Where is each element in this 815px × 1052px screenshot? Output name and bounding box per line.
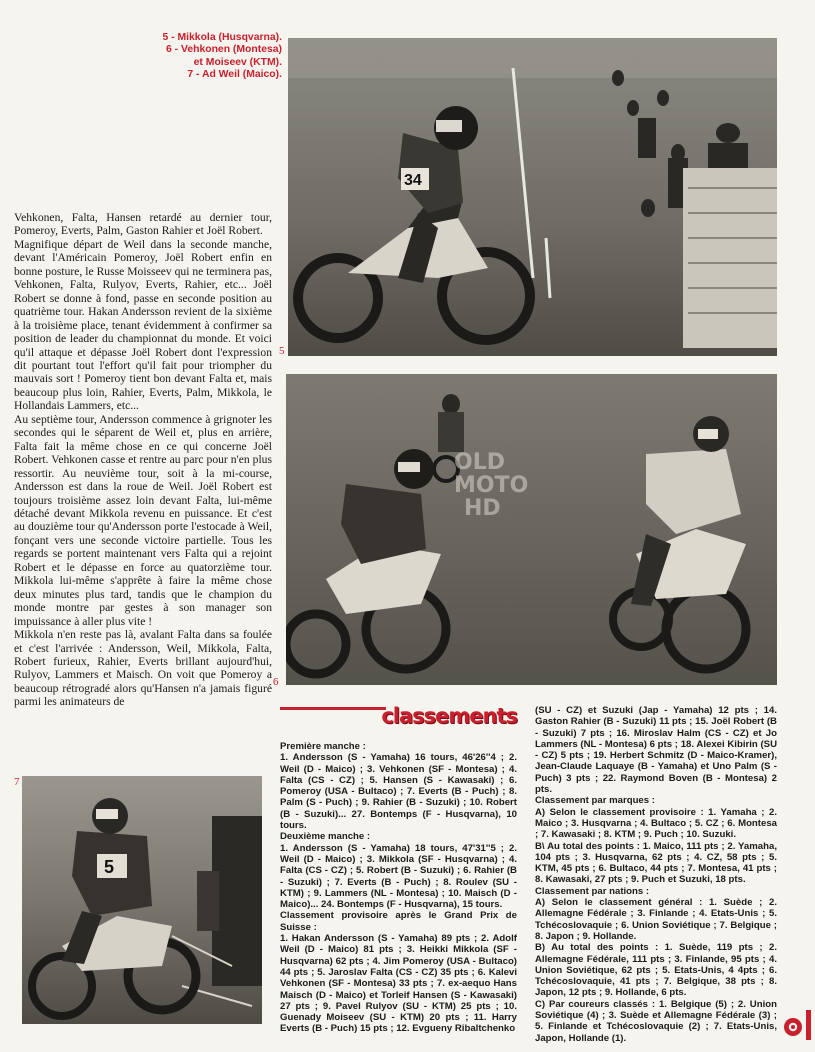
rider-number: 5 xyxy=(104,857,115,877)
results-text: (SU - CZ) et Suzuki (Jap - Yamaha) 12 pts ; 14. Gaston Rahier (B - Suzuki) 11 pts ; 15. Joël Robert (B - Suzuki) 7 pts ; 16. Miroslav Halm (CS - CZ) et Jo Lammers (NL - Montesa) 6 pts ; 18. Alexei Kibirin (SU - CZ) 5 pts ; 19. Herbert Schmitz (D - Maico-Kramer), Jean-Claude Laquaye (B - Yamaha) et Uno Palm (S - Puch) 3 pts ; 22. Raymond Boven (B - Montesa) 2 pts. xyxy=(535,705,777,796)
results-text: 1. Hakan Andersson (S - Yamaha) 89 pts ; 2. Adolf Weil (D - Maico) 81 pts ; 3. Heikki Mikkola (SF - Husqvarna) 62 pts ; 4. Jim Pomeroy (USA - Bultaco) 44 pts ; 5. Jaroslav Falta (CS - CZ) 35 pts ; 6. Kalevi Vehkonen (SF - Montesa) 33 pts ; 7. ex-aequo Hans Maisch (D - Maico) et Torleif Hansen (S - Kawasaki) 27 pts ; 9. Pavel Rulyov (SU - KTM) 25 pts ; 10. Guenady Moiseev (SU - KTM) 20 pts ; 11. Harry Everts (B - Puch) 15 pts ; 12. Evgueny Ribaltchenko xyxy=(280,933,517,1035)
photo-5-mikkola xyxy=(288,38,777,356)
section-heading: Classement par nations : xyxy=(535,885,650,897)
article-paragraph: Vehkonen, Falta, Hansen retardé au dernier tour, Pomeroy, Everts, Palm, Gaston Rahier et Joël Robert. xyxy=(14,211,272,238)
caption-line: et Moiseev (KTM). xyxy=(193,56,282,68)
results-text: B) Au total des points : 1. Suède, 119 pts ; 2. Allemagne Fédérale, 111 pts ; 3. Finlande, 95 pts ; 4. Union Soviétique, 62 pts ; 5. Etats-Unis, 4 4pts ; 6. Tchécoslovaquie, 41 pts ; 7. Belgique, 38 pts ; 8. Japon, 12 pts ; 9. Hollande, 6 pts. xyxy=(535,942,777,999)
classements-column-left xyxy=(280,741,517,1035)
results-text: A) Selon le classement général : 1. Suède ; 2. Allemagne Fédérale ; 3. Finlande ; 4. Etats-Unis ; 5. Tchécoslovaquie ; 6. Union Soviétique ; 7. Belgique ; 8. Japon ; 9. Hollande. xyxy=(535,897,777,942)
article-paragraph: Magnifique départ de Weil dans la seconde manche, devant l'Américain Pomeroy, Joël Robert enfin en bonne posture, le Russe Moisseev qui ne terminera pas, Vehkonen, Falta, Rulyov, Everts, Rahier, etc... Joël Robert se donne à fond, passe en seconde position au quatrième tour. Hakan Andersson revient de la sixième à la troisième place, tenant évidemment à confirmer sa position de leader du championnat du monde. Et voici qu'il attaque et dépasse Joël Robert dont l'expression dit pourtant tout l'effort qu'il fait pour triompher du mauvais sort ! Pomeroy tient bon devant Falta et, mais beaucoup plus loin, Rahier, Everts, Palm, Mikkola, le Hollandais Lammers, etc... xyxy=(14,237,272,413)
section-heading: Deuxième manche : xyxy=(280,831,371,843)
results-text: C) Par coureurs classés : 1. Belgique (5) ; 2. Union Soviétique (4) ; 3. Suède et Allemagne Fédérale (3) ; 5. Finlande et Tchécoslovaquie (2) ; 7. Etats-Unis, Japon, Hollande (1). xyxy=(535,998,777,1044)
caption-line: 6 - Vehkonen (Montesa) xyxy=(165,44,282,56)
page-edge-marker xyxy=(806,1010,811,1040)
photo-captions xyxy=(120,32,282,82)
results-text: A) Selon le classement provisoire : 1. Yamaha ; 2. Maico ; 3. Husqvarna ; 4. Bultaco ; 5. CZ ; 6. Montesa ; 7. Kawasaki ; 8. KTM ; 9. Puch ; 10. Suzuki. xyxy=(535,806,777,841)
section-heading: Première manche : xyxy=(280,741,366,752)
photo-number: 7 xyxy=(14,776,20,788)
results-text: 1. Andersson (S - Yamaha) 16 tours, 46'26''4 ; 2. Weil (D - Maico) ; 3. Vehkonen (SF - Montesa) ; 4. Falta (CS - CZ) ; 5. Hansen (S - Kawasaki) ; 6. Pomeroy (USA - Bultaco) ; 7. Everts (B - Puch) ; 8. Palm (S - Puch) ; 9. Rahier (B - Suzuki) ; 10. Robert (B - Suzuki)... 27. Bontemps (F - Husqvarna), 10 tours. xyxy=(280,752,517,832)
section-heading: Classement provisoire après le Grand Prix de Suisse : xyxy=(280,910,517,933)
photo-6-vehkonen-moiseev xyxy=(286,374,777,685)
section-heading: Classement par marques : xyxy=(535,795,655,807)
article-body xyxy=(14,211,272,709)
classements-column-right xyxy=(535,705,777,1044)
watermark-text: HD xyxy=(464,496,501,521)
watermark-text: MOTO xyxy=(454,473,529,498)
caption-line: 7 - Ad Weil (Maico). xyxy=(187,69,282,81)
results-text: B\ Au total des points : 1. Maico, 111 pts ; 2. Yamaha, 104 pts ; 3. Husqvarna, 62 pts ; 4. CZ, 58 pts ; 5. KTM, 45 pts ; 6. Bultaco, 44 pts ; 7. Montesa, 41 pts ; 8. Kawasaki, 27 pts ; 9. Puch et Suzuki, 18 pts. xyxy=(535,840,777,886)
photo-number: 6 xyxy=(273,676,279,688)
banner-rule xyxy=(280,707,386,710)
results-text: 1. Andersson (S - Yamaha) 18 tours, 47'31''5 ; 2. Weil (D - Maico) ; 3. Mikkola (SF - Husqvarna) ; 4. Falta (CS - CZ) ; 5. Robert (B - Suzuki) ; 6. Rahier (B - Suzuki) ; 7. Everts (B - Puch) ; 8. Roulev (SU - KTM) ; 9. Lammers (NL - Montesa) ; 10. Maisch (D - Maico)... 24. Bontemps (F - Husqvarna), 15 tours. xyxy=(280,842,517,911)
photo-number: 5 xyxy=(279,345,285,357)
classements-banner xyxy=(280,704,517,730)
watermark-text: OLD xyxy=(454,450,505,475)
article-paragraph: Mikkola n'en reste pas là, avalant Falta dans sa foulée et c'est l'arrivée : Andersson, Weil, Mikkola, Falta, Robert furieux, Rahier, Everts brillant aujourd'hui, Rulyov, Lammers et Maisch. On voit que Pomeroy a beaucoup rétrogradé alors qu'Hansen n'a jamais figuré parmi les animateurs de xyxy=(14,628,272,709)
classements-title: classements xyxy=(381,704,517,728)
photo-7-weil xyxy=(22,776,262,1024)
magazine-logo-icon xyxy=(783,1017,803,1037)
caption-line: 5 - Mikkola (Husqvarna). xyxy=(162,32,282,43)
rider-number: 34 xyxy=(404,172,422,189)
article-paragraph: Au septième tour, Andersson commence à grignoter les secondes qui le séparent de Weil et, plus en arrière, Falta fait la même chose en ce qui concerne Joël Robert. Vehkonen casse et rentre au parc pour n'en plus ressortir. Au neuvième tour, soit à la mi-course, Andersson est dans la roue de Weil. Joël Robert est toujours troisième assez loin devant Falta, lui-même détaché devant Mikkola revenu en puissance. Et c'est au douzième tour qu'Andersson porte l'estocade à Weil, fonçant vers une seconde victoire partielle. Tous les regards se portent maintenant vers Falta qui a rejoint Robert et le dépasse en force au quatorzième tour. Mikkola lui-même s'apprête à faire la même chose deux minutes plus tard, tandis que le champion du monde montre par gestes à son manager son impuissance à aller plus vite ! xyxy=(14,412,272,628)
